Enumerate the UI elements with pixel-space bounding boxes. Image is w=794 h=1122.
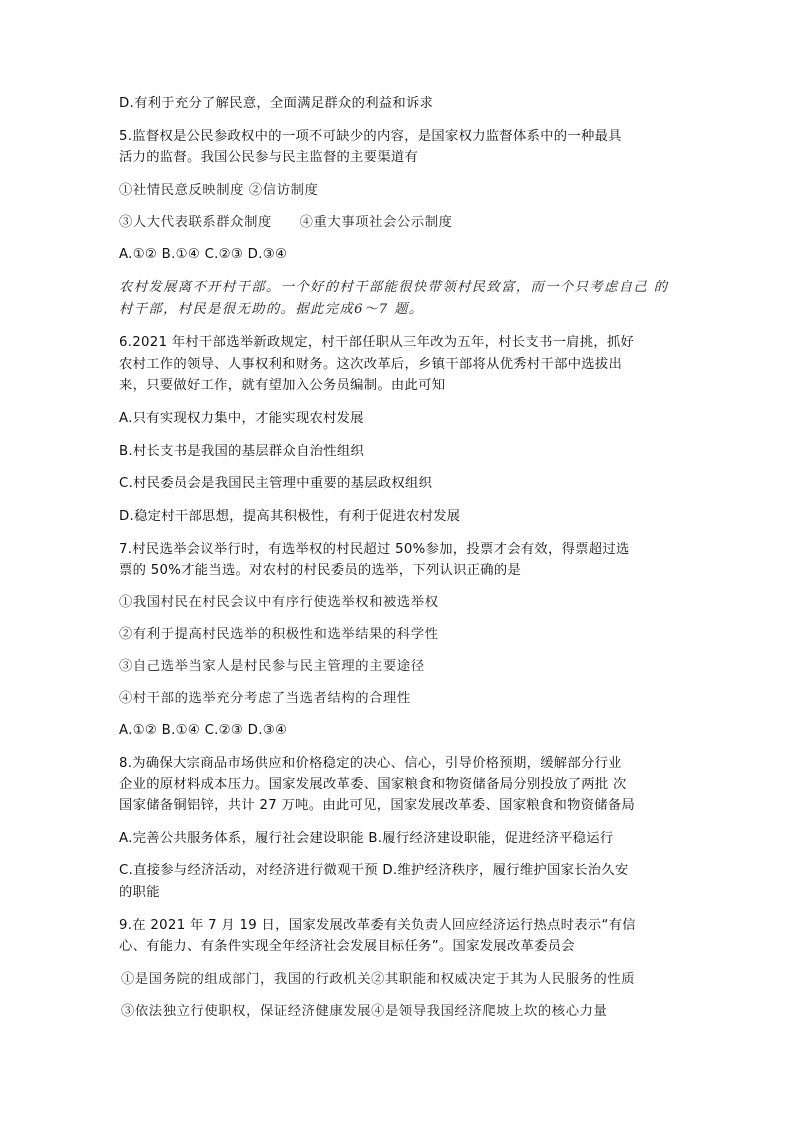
q9-items-line-2: ③依法独立行使职权，保证经济健康发展④是领导我国经济爬坡上坎的核心力量 — [121, 1004, 608, 1019]
q5-choices: A.①② B.①④ C.②③ D.③④ — [119, 247, 288, 262]
q6-option-d: D.稳定村干部思想，提高其积极性，有利于促进农村发展 — [119, 509, 461, 524]
q6-stem-line-2: 农村工作的领导、人事权利和财务。这次改革后，乡镇干部将从优秀村干部中选拔出 — [119, 357, 623, 372]
q8-options-ab: A.完善公共服务体系，履行社会建设职能 B.履行经济建设职能，促进经济平稳运行 — [119, 831, 614, 846]
q8-options-cd-line-1: C.直接参与经济活动，对经济进行微观干预 D.维护经济秩序，履行维护国家长治久安 — [119, 863, 629, 878]
q6-option-b: B.村长支书是我国的基层群众自治性组织 — [119, 444, 365, 459]
q5-stem-line-1: 5.监督权是公民参政权中的一项不可缺少的内容，是国家权力监督体系中的一种最具 — [119, 129, 622, 144]
material-line-2: 村干部，村民是很无助的。据此完成6～7 题。 — [119, 302, 424, 317]
q6-stem-line-1: 6.2021 年村干部选举新政规定，村干部任职从三年改为五年，村长支书一肩挑，抓好 — [119, 335, 635, 350]
q5-stem-line-2: 活力的监督。我国公民参与民主监督的主要渠道有 — [119, 150, 419, 165]
q4-option-d: D.有利于充分了解民意，全面满足群众的利益和诉求 — [119, 96, 434, 111]
q8-stem-line-2: 企业的原材料成本压力。国家发展改革委、国家粮食和物资储备局分别投放了两批 次 — [119, 777, 627, 792]
q9-items-line-1: ①是国务院的组成部门，我国的行政机关②其职能和权威决定于其为人民服务的性质 — [121, 972, 636, 987]
q7-item-2: ②有利于提高村民选举的积极性和选举结果的科学性 — [119, 627, 439, 642]
q8-options-cd-line-2: 的职能 — [119, 885, 160, 900]
q6-option-c: C.村民委员会是我国民主管理中重要的基层政权组织 — [119, 476, 433, 491]
q6-stem-line-3: 来，只要做好工作，就有望加入公务员编制。由此可知 — [119, 378, 446, 393]
q8-stem-line-3: 国家储备铜铝锌，共计 27 万吨。由此可见，国家发展改革委、国家粮食和物资储备局 — [119, 798, 636, 813]
q7-choices: A.①② B.①④ C.②③ D.③④ — [119, 723, 288, 738]
q9-stem-line-1: 9.在 2021 年 7 月 19 日，国家发展改革委有关负责人回应经济运行热点时表示“有信 — [119, 918, 636, 933]
q5-items-line-1: ①社情民意反映制度 ②信访制度 — [119, 183, 319, 198]
q7-item-1: ①我国村民在村民会议中有序行使选举权和被选举权 — [119, 595, 439, 610]
q9-stem-line-2: 心、有能力、有条件实现全年经济社会发展目标任务”。国家发展改革委员会 — [119, 939, 575, 954]
q7-stem-line-2: 票的 50%才能当选。对农村的村民委员的选举，下列认识正确的是 — [119, 563, 522, 578]
q7-item-4: ④村干部的选举充分考虑了当选者结构的合理性 — [119, 691, 411, 706]
q8-stem-line-1: 8.为确保大宗商品市场供应和价格稳定的决心、信心，引导价格预期，缓解部分行业 — [119, 756, 622, 771]
q7-item-3: ③自己选举当家人是村民参与民主管理的主要途径 — [119, 659, 425, 674]
q5-items-line-2: ③人大代表联系群众制度 ④重大事项社会公示制度 — [119, 215, 453, 230]
q6-option-a: A.只有实现权力集中，才能实现农村发展 — [119, 411, 364, 426]
material-line-1: 农村发展离不开村干部。一个好的村干部能很快带领村民致富，而一个只考虑自己 的 — [119, 280, 669, 295]
q7-stem-line-1: 7.村民选举会议举行时，有选举权的村民超过 50%参加，投票才会有效，得票超过选 — [119, 542, 630, 557]
